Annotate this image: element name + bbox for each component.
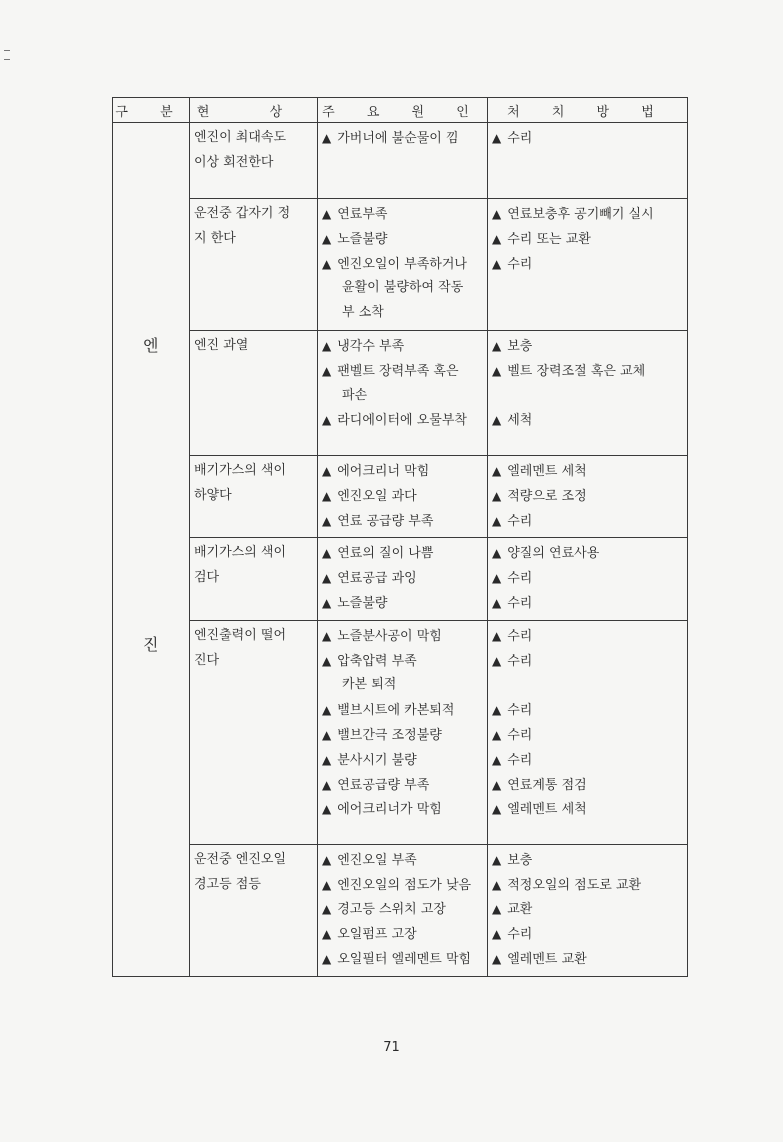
- triangle-bullet-icon: ▲: [492, 802, 502, 817]
- cause-line: [322, 484, 483, 509]
- cause-text: 연료부족: [337, 207, 388, 222]
- cause-text: 경고등 스위치 고장: [337, 902, 446, 918]
- cause-line: [322, 797, 483, 822]
- cause-line: [322, 227, 483, 252]
- triangle-bullet-icon: ▲: [492, 256, 502, 271]
- action-line: [492, 947, 683, 972]
- triangle-bullet-icon: ▲: [492, 752, 502, 767]
- cause-text: 파손: [342, 387, 368, 403]
- symptom-line: 진다: [194, 652, 220, 668]
- triangle-bullet-icon: ▲: [322, 951, 332, 966]
- triangle-bullet-icon: ▲: [492, 877, 502, 892]
- cause-cell: [318, 123, 488, 199]
- cause-text: 노즐불량: [337, 231, 388, 247]
- triangle-bullet-icon: ▲: [322, 802, 332, 817]
- symptom-line: 하얗다: [194, 487, 232, 503]
- action-text: 보충: [507, 852, 533, 868]
- troubleshooting-table: [112, 97, 688, 977]
- action-line: [492, 897, 683, 922]
- action-line: [492, 541, 683, 566]
- triangle-bullet-icon: ▲: [492, 595, 502, 610]
- symptom-line: 경고등 점등: [194, 876, 261, 892]
- cause-text: 윤활이 불량하여 작동: [342, 280, 464, 296]
- action-line: [492, 359, 683, 384]
- triangle-bullet-icon: ▲: [492, 571, 502, 586]
- cause-text: 라디에이터에 오물부착: [337, 413, 467, 429]
- triangle-bullet-icon: ▲: [492, 902, 502, 917]
- header-action: 처 치 방 법: [488, 98, 688, 123]
- action-text: 수리: [507, 653, 533, 669]
- action-text: 수리: [507, 571, 533, 587]
- cause-cell: [318, 844, 488, 976]
- triangle-bullet-icon: ▲: [322, 231, 332, 246]
- triangle-bullet-icon: ▲: [492, 207, 502, 221]
- header-symptom: 현 상: [190, 98, 318, 123]
- triangle-bullet-icon: ▲: [492, 852, 502, 867]
- action-line: [492, 484, 683, 509]
- cause-line: [322, 541, 483, 566]
- table-row: [113, 455, 688, 537]
- table-row: [113, 330, 688, 455]
- triangle-bullet-icon: ▲: [492, 231, 502, 246]
- cause-line: [322, 459, 483, 484]
- cause-text: 노즐분사공이 막힘: [337, 628, 442, 644]
- cause-line: [322, 334, 483, 359]
- action-line: [492, 848, 683, 873]
- action-line: [492, 126, 683, 151]
- action-line: [492, 698, 683, 723]
- action-text: 연료보충후 공기빼기 실시: [507, 207, 654, 222]
- action-line: [492, 797, 683, 822]
- triangle-bullet-icon: ▲: [322, 628, 332, 643]
- action-text: 연료계통 점검: [507, 777, 587, 793]
- cause-text: 연료의 질이 나쁨: [337, 546, 434, 562]
- triangle-bullet-icon: ▲: [322, 488, 332, 503]
- triangle-bullet-icon: ▲: [322, 463, 332, 478]
- table-row: [113, 199, 688, 331]
- symptom-cell: [190, 455, 318, 537]
- triangle-bullet-icon: ▲: [322, 877, 332, 892]
- action-line: [492, 873, 683, 898]
- action-cell: [488, 123, 688, 199]
- symptom-line: 운전중 갑자기 정: [194, 206, 291, 221]
- symptom-line: 운전중 엔진오일: [194, 851, 287, 867]
- symptom-line: 엔진 과열: [194, 337, 249, 353]
- triangle-bullet-icon: ▲: [492, 488, 502, 503]
- cause-line: [322, 359, 483, 384]
- cause-cell: [318, 620, 488, 844]
- triangle-bullet-icon: ▲: [322, 777, 332, 792]
- cause-line: [322, 649, 483, 674]
- triangle-bullet-icon: ▲: [322, 513, 332, 528]
- triangle-bullet-icon: ▲: [492, 363, 502, 378]
- cause-line: [322, 848, 483, 873]
- table-header-row: [113, 98, 688, 123]
- action-line: [492, 252, 683, 277]
- cause-text: 냉각수 부족: [337, 338, 405, 354]
- cause-line: [322, 509, 483, 534]
- cause-cell: [318, 538, 488, 620]
- table-row: [113, 538, 688, 620]
- triangle-bullet-icon: ▲: [322, 852, 332, 867]
- category-char-2: 진: [143, 635, 159, 654]
- triangle-bullet-icon: ▲: [492, 628, 502, 643]
- symptom-cell: [190, 620, 318, 844]
- triangle-bullet-icon: ▲: [492, 653, 502, 668]
- action-text: 벨트 장력조절 혹은 교체: [507, 363, 646, 379]
- action-line: [492, 673, 683, 698]
- cause-line: [322, 723, 483, 748]
- cause-text: 카본 퇴적: [342, 677, 397, 693]
- action-text: 수리: [507, 513, 533, 529]
- triangle-bullet-icon: ▲: [322, 927, 332, 942]
- cause-text: 가버너에 불순물이 낌: [337, 131, 459, 146]
- triangle-bullet-icon: ▲: [322, 653, 332, 668]
- cause-text: 에어크리너가 막힘: [337, 802, 442, 818]
- page-edge-mark: [4, 50, 10, 60]
- cause-line: [322, 591, 483, 616]
- triangle-bullet-icon: ▲: [492, 546, 502, 561]
- triangle-bullet-icon: ▲: [492, 927, 502, 942]
- triangle-bullet-icon: ▲: [492, 463, 502, 478]
- symptom-line: 엔진이 최대속도: [194, 130, 287, 145]
- triangle-bullet-icon: ▲: [492, 413, 502, 428]
- cause-line: [322, 384, 483, 409]
- action-text: 수리: [507, 927, 533, 943]
- cause-line: [322, 624, 483, 649]
- action-line: [492, 566, 683, 591]
- action-text: 수리 또는 교환: [507, 231, 591, 247]
- triangle-bullet-icon: ▲: [492, 513, 502, 528]
- action-text: 적량으로 조정: [507, 488, 587, 504]
- cause-line: [322, 773, 483, 798]
- action-text: 수리: [507, 131, 533, 146]
- action-line: [492, 509, 683, 534]
- triangle-bullet-icon: ▲: [492, 703, 502, 718]
- cause-line: [322, 202, 483, 227]
- symptom-line: 검다: [194, 570, 220, 586]
- action-cell: [488, 199, 688, 331]
- table-row: [113, 123, 688, 199]
- triangle-bullet-icon: ▲: [492, 951, 502, 966]
- action-cell: [488, 455, 688, 537]
- triangle-bullet-icon: ▲: [492, 727, 502, 742]
- action-line: [492, 624, 683, 649]
- cause-text: 엔진오일 부족: [337, 852, 417, 868]
- symptom-cell: [190, 330, 318, 455]
- cause-text: 압축압력 부족: [337, 653, 417, 669]
- cause-text: 밸브간극 조정불량: [337, 727, 442, 743]
- cause-line: [322, 126, 483, 151]
- cause-text: 오일필터 엘레멘트 막힘: [337, 951, 472, 967]
- action-cell: [488, 844, 688, 976]
- symptom-line: 이상 회전한다: [194, 154, 274, 170]
- action-line: [492, 922, 683, 947]
- cause-line: [322, 897, 483, 922]
- triangle-bullet-icon: ▲: [322, 338, 332, 353]
- action-text: 엘레멘트 교환: [507, 951, 587, 967]
- symptom-cell: [190, 199, 318, 331]
- cause-text: 연료 공급량 부족: [337, 513, 434, 529]
- action-text: 엘레멘트 세척: [507, 463, 587, 479]
- action-text: 적정오일의 점도로 교환: [507, 877, 642, 893]
- cause-text: 노즐불량: [337, 595, 388, 611]
- triangle-bullet-icon: ▲: [492, 131, 502, 145]
- cause-text: 분사시기 불량: [337, 752, 417, 768]
- cause-line: [322, 566, 483, 591]
- table-body: [113, 123, 688, 977]
- cause-line: [322, 748, 483, 773]
- cause-line: [322, 408, 483, 433]
- symptom-line: 배기가스의 색이: [194, 545, 287, 561]
- action-line: [492, 649, 683, 674]
- category-cell: [113, 123, 190, 977]
- cause-text: 오일펌프 고장: [337, 927, 417, 943]
- symptom-cell: [190, 538, 318, 620]
- cause-line: [322, 301, 483, 326]
- header-cause: 주 요 원 인: [318, 98, 488, 123]
- cause-cell: [318, 199, 488, 331]
- triangle-bullet-icon: ▲: [492, 777, 502, 792]
- cause-text: 팬벨트 장력부족 혹은: [337, 363, 459, 379]
- action-line: [492, 723, 683, 748]
- symptom-line: 엔진출력이 떨어: [194, 627, 287, 643]
- triangle-bullet-icon: ▲: [322, 256, 332, 271]
- action-line: [492, 384, 683, 409]
- action-line: [492, 408, 683, 433]
- symptom-line: 지 한다: [194, 230, 236, 246]
- triangle-bullet-icon: ▲: [322, 363, 332, 378]
- triangle-bullet-icon: ▲: [322, 413, 332, 428]
- action-line: [492, 227, 683, 252]
- action-cell: [488, 538, 688, 620]
- action-line: [492, 591, 683, 616]
- cause-line: [322, 873, 483, 898]
- action-cell: [488, 330, 688, 455]
- action-text: 양질의 연료사용: [507, 546, 600, 562]
- action-text: 교환: [507, 902, 533, 918]
- action-text: 수리: [507, 256, 533, 272]
- category-char-1: 엔: [143, 336, 159, 355]
- header-category: 구 분: [113, 98, 190, 123]
- action-text: 수리: [507, 727, 533, 743]
- cause-text: 밸브시트에 카본퇴적: [337, 703, 455, 719]
- cause-line: [322, 922, 483, 947]
- action-cell: [488, 620, 688, 844]
- triangle-bullet-icon: ▲: [322, 207, 332, 221]
- action-line: [492, 334, 683, 359]
- action-text: 세척: [507, 413, 533, 429]
- symptom-cell: [190, 844, 318, 976]
- cause-text: 에어크리너 막힘: [337, 463, 430, 479]
- cause-text: 엔진오일의 점도가 낮음: [337, 877, 472, 893]
- triangle-bullet-icon: ▲: [322, 131, 332, 145]
- cause-text: 엔진오일이 부족하거나: [337, 256, 467, 272]
- cause-text: 연료공급량 부족: [337, 777, 430, 793]
- triangle-bullet-icon: ▲: [322, 752, 332, 767]
- cause-cell: [318, 330, 488, 455]
- action-text: 엘레멘트 세척: [507, 802, 587, 818]
- cause-text: 엔진오일 과다: [337, 488, 417, 504]
- cause-text: 부 소착: [342, 305, 384, 321]
- action-line: [492, 459, 683, 484]
- symptom-cell: [190, 123, 318, 199]
- action-text: 수리: [507, 628, 533, 644]
- cause-line: [322, 698, 483, 723]
- cause-line: [322, 947, 483, 972]
- table-row: [113, 620, 688, 844]
- action-line: [492, 773, 683, 798]
- page-number: 71: [383, 1040, 400, 1055]
- cause-line: [322, 276, 483, 301]
- action-text: 수리: [507, 752, 533, 768]
- triangle-bullet-icon: ▲: [492, 338, 502, 353]
- cause-line: [322, 673, 483, 698]
- action-line: [492, 748, 683, 773]
- symptom-line: 배기가스의 색이: [194, 462, 287, 478]
- action-text: 보충: [507, 338, 533, 354]
- triangle-bullet-icon: ▲: [322, 703, 332, 718]
- action-line: [492, 202, 683, 227]
- cause-cell: [318, 455, 488, 537]
- triangle-bullet-icon: ▲: [322, 546, 332, 561]
- triangle-bullet-icon: ▲: [322, 902, 332, 917]
- triangle-bullet-icon: ▲: [322, 727, 332, 742]
- triangle-bullet-icon: ▲: [322, 571, 332, 586]
- triangle-bullet-icon: ▲: [322, 595, 332, 610]
- cause-line: [322, 252, 483, 277]
- action-text: 수리: [507, 595, 533, 611]
- table-row: [113, 844, 688, 976]
- cause-text: 연료공급 과잉: [337, 571, 417, 587]
- action-text: 수리: [507, 703, 533, 719]
